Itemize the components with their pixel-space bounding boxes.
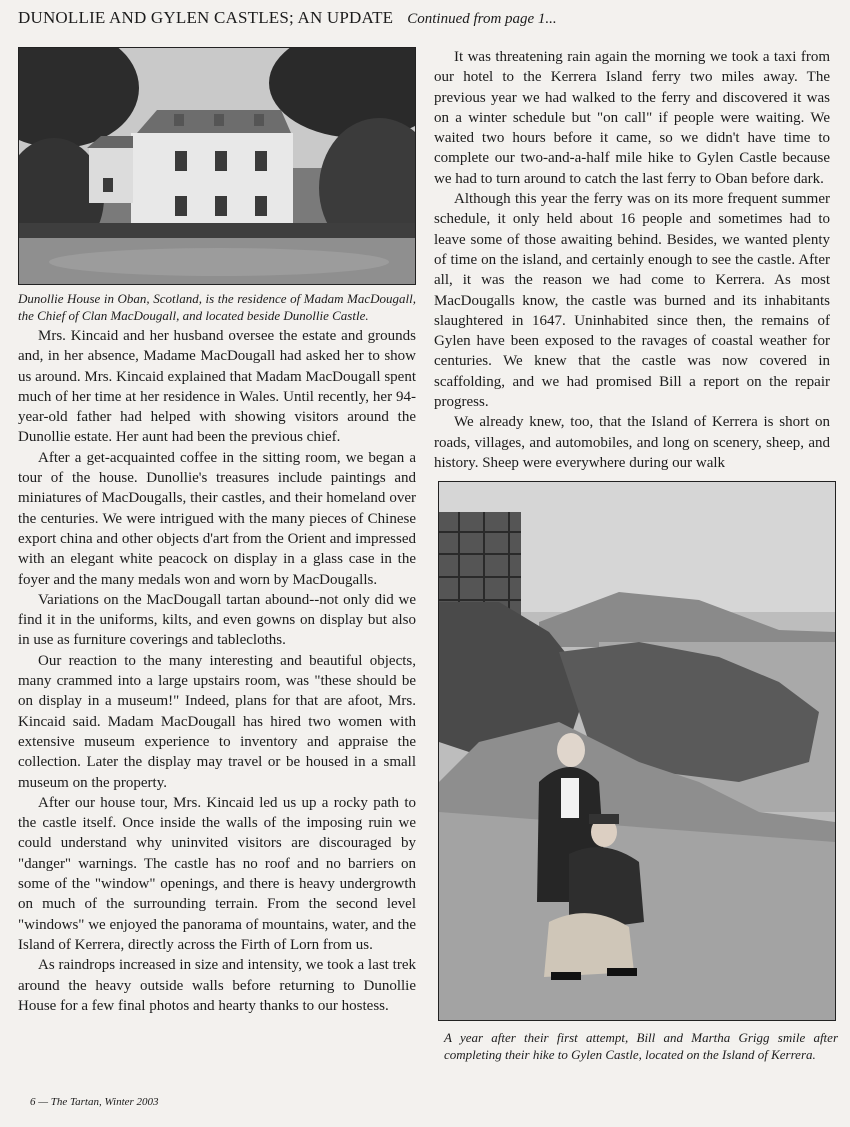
paragraph: As raindrops increased in size and intensity, we took a last trek around the heavy outside walls before returning to Dunollie House for a few final photos and hearty thanks to our hostess. — [18, 957, 416, 1014]
left-body-text — [18, 326, 416, 1016]
page-footer: 6 — The Tartan, Winter 2003 — [30, 1096, 159, 1108]
coast-photo-caption: A year after their first attempt, Bill and Martha Grigg smile after completing their hike to Gylen Castle, located on the Island of Kerrera. — [444, 1030, 838, 1062]
house-photo-illustration — [19, 48, 415, 284]
left-column — [18, 47, 416, 1016]
article-title: DUNOLLIE AND GYLEN CASTLES; AN UPDATE — [18, 8, 394, 27]
paragraph: It was threatening rain again the morning we took a taxi from our hotel to the Kerrera Island ferry two miles away. The previous year we had walked to the ferry and discovered it was on a winter schedule but "on call" if people were waiting. We waited two hours before it came, so we didn't have time to complete our two-and-a-half mile hike to Gylen Castle because we had to turn around to catch the last ferry to Oban before dark. — [434, 49, 830, 187]
dunollie-house-photo — [18, 47, 416, 285]
paragraph: After our house tour, Mrs. Kincaid led us up a rocky path to the castle itself. Once inside the walls of the imposing ruin we could understand why uninvited visitors are discouraged by "danger" warnings. The castle has no roof and no barriers on some of the "window" openings, and there is heavy undergrowth on much of the surrounding terrain. From the second level "windows" we enjoyed the panorama of mountains, water, and the Island of Kerrera, directly across the Firth of Lorn from us. — [18, 794, 416, 953]
right-column — [434, 47, 830, 473]
paragraph: After a get-acquainted coffee in the sitting room, we began a tour of the house. Dunollie's treasures include paintings and miniatures of MacDougalls, their castles, and their homeland over the centuries. We were intrigued with the many pieces of Chinese export china and other objects d'art from the Orient and impressed with an elegant white peacock on display in a glass case in the foyer and the many medals won and worn by MacDougalls. — [18, 449, 416, 588]
gylen-castle-photo — [438, 481, 836, 1021]
paragraph: Our reaction to the many interesting and beautiful objects, many crammed into a large upstairs room, was "these should be on display in a museum!" Indeed, plans for that are afoot, Mrs. Kincaid said. Madam MacDougall has hired two women with extensive museum experience to inventory and appraise the collection. Later the display may travel or be housed in a small museum on the property. — [18, 652, 416, 791]
paragraph: Variations on the MacDougall tartan abound--not only did we find it in the uniforms, kilts, and even gowns on display but also in use as furniture coverings and tablecloths. — [18, 591, 416, 649]
article-header — [18, 8, 557, 28]
paragraph: We already knew, too, that the Island of Kerrera is short on roads, villages, and automobiles, and long on scenery, sheep, and history. Sheep were everywhere during our walk — [434, 414, 830, 471]
house-photo-caption: Dunollie House in Oban, Scotland, is the residence of Madam MacDougall, the Chief of Clan MacDougall, and located beside Dunollie Castle. — [18, 291, 416, 323]
continued-note: Continued from page 1... — [407, 11, 557, 27]
coast-photo-illustration — [439, 482, 835, 1020]
paragraph: Mrs. Kincaid and her husband oversee the estate and grounds and, in her absence, Madame MacDougall had asked her to show us around. Mrs. Kincaid explained that Madam MacDougall spent much of her time at her residence in Wales. Until recently, her 94-year-old father had helped with showing visitors around the Dunollie estate. Her aunt had been the previous chief. — [18, 328, 416, 446]
paragraph: Although this year the ferry was on its more frequent summer schedule, it only held about 16 people and sometimes had to leave some of those awaiting behind. Besides, we wanted plenty of time on the island, and certainly enough to see the castle. After all, it was the reason we had come to Kerrera. As most MacDougalls know, the castle was burned and its inhabitants slaughtered in 1647. Uninhabited since then, the remains of Gylen have been exposed to the ravages of coastal weather for centuries. We knew that the castle was now covered in scaffolding, and we had promised Bill a report on the repair progress. — [434, 191, 830, 411]
